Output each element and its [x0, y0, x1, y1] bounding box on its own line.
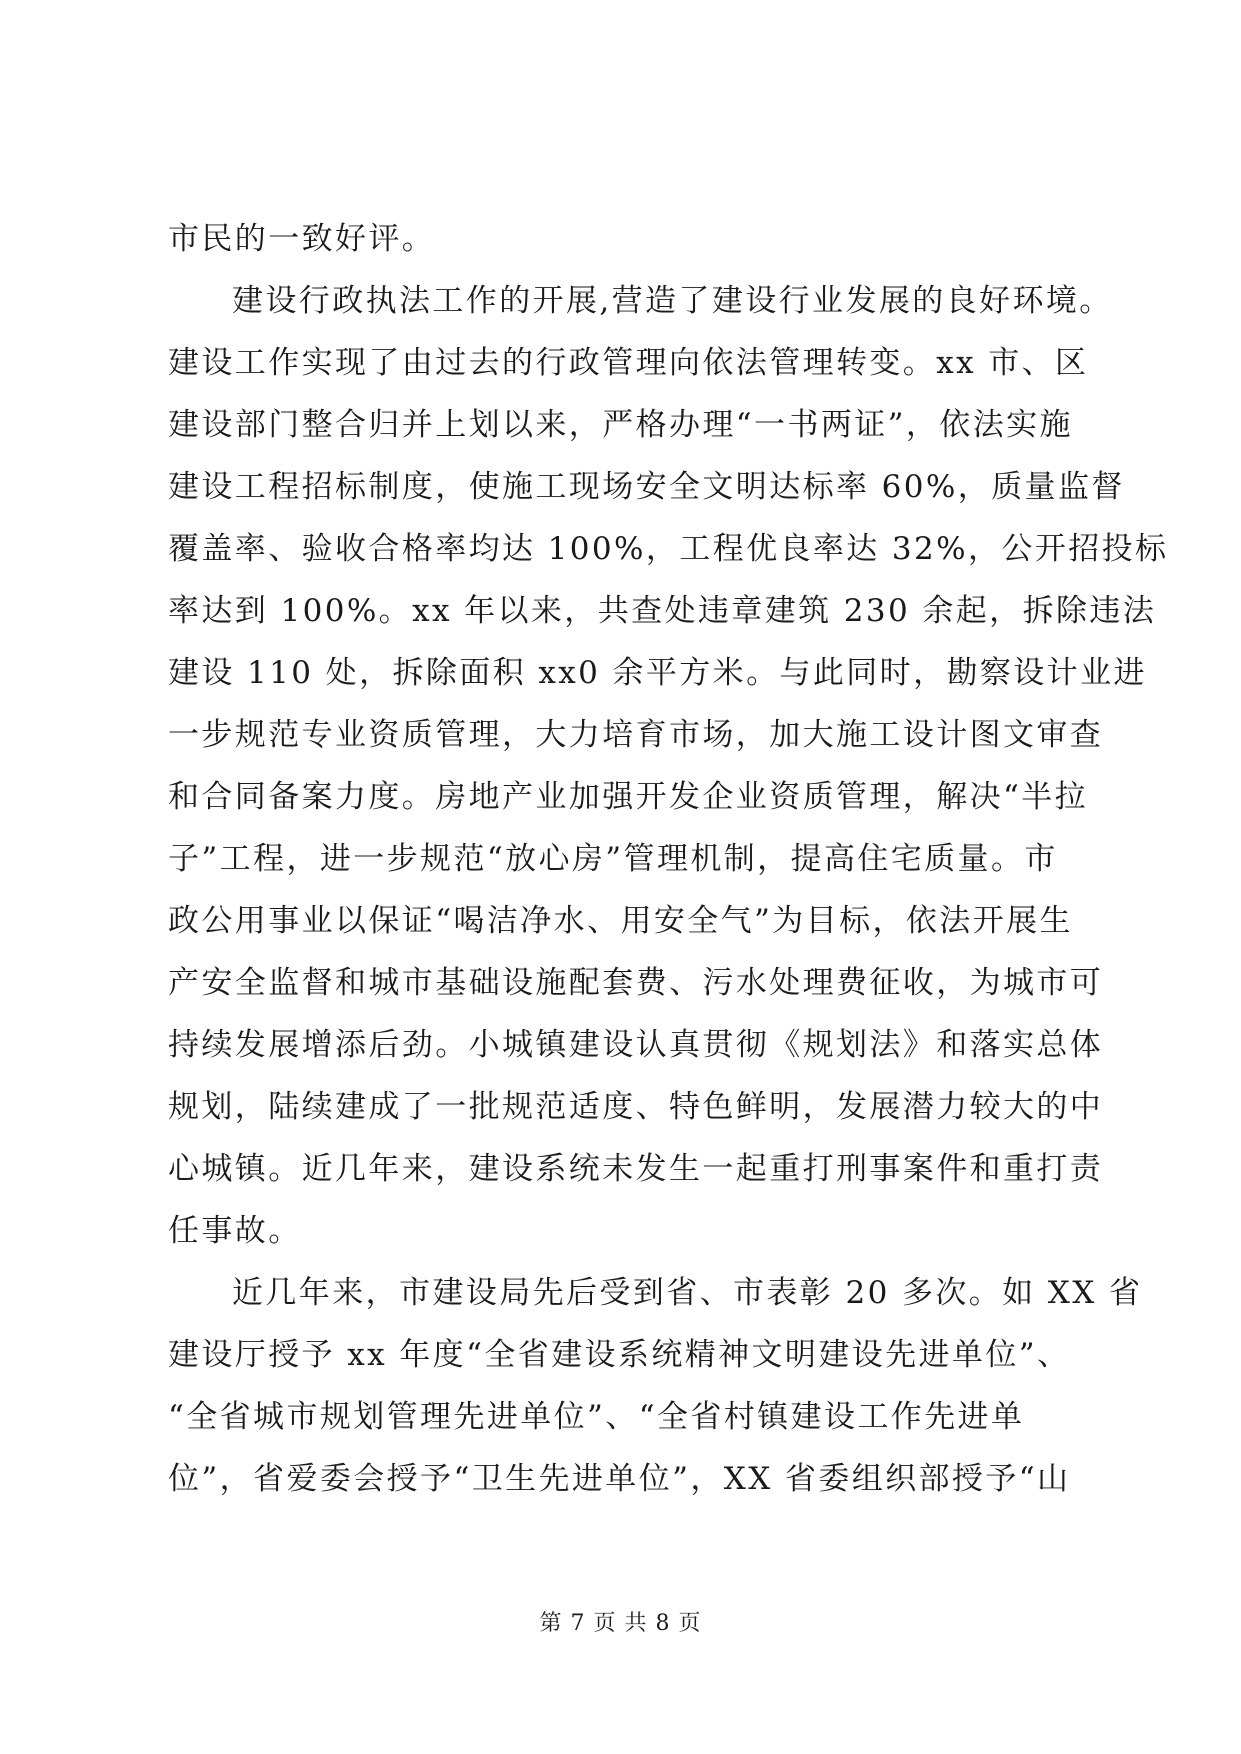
text-line: 建设厅授予 xx 年度“全省建设系统精神文明建设先进单位”、: [168, 1337, 1071, 1373]
text-line: 市民的一致好评。: [168, 221, 436, 257]
text-line: 建设工程招标制度，使施工现场安全文明达标率 60%，质量监督: [168, 469, 1125, 505]
text-line: 建设部门整合归并上划以来，严格办理“一书两证”，依法实施: [168, 407, 1073, 443]
text-line: 产安全监督和城市基础设施配套费、污水处理费征收，为城市可: [168, 965, 1104, 1001]
text-line: “全省城市规划管理先进单位”、“全省村镇建设工作先进单: [168, 1399, 1025, 1435]
text-line: 一步规范专业资质管理，大力培育市场，加大施工设计图文审查: [168, 717, 1104, 753]
page-number-footer: 第 7 页 共 8 页: [539, 1611, 702, 1636]
text-line: 心城镇。近几年来，建设系统未发生一起重打刑事案件和重打责: [168, 1151, 1104, 1187]
text-line: 子”工程，进一步规范“放心房”管理机制，提高住宅质量。市: [168, 841, 1058, 877]
text-line: 位”，省爱委会授予“卫生先进单位”，XX 省委组织部授予“山: [168, 1461, 1071, 1497]
text-line: 规划，陆续建成了一批规范适度、特色鲜明，发展潜力较大的中: [168, 1089, 1104, 1125]
text-line: 任事故。: [168, 1213, 302, 1249]
text-line: 政公用事业以保证“喝洁净水、用安全气”为目标，依法开展生: [168, 903, 1073, 939]
text-line: 率达到 100%。xx 年以来，共查处违章建筑 230 余起，拆除违法: [168, 593, 1157, 629]
paragraph-start-line: 建设行政执法工作的开展,营造了建设行业发展的良好环境。: [232, 283, 1113, 319]
paragraph-start-line: 近几年来，市建设局先后受到省、市表彰 20 多次。如 XX 省: [232, 1275, 1143, 1311]
document-body: [168, 208, 1169, 1510]
text-line: 持续发展增添后劲。小城镇建设认真贯彻《规划法》和落实总体: [168, 1027, 1104, 1063]
text-line: 覆盖率、验收合格率均达 100%，工程优良率达 32%，公开招投标: [168, 531, 1169, 567]
text-line: 建设 110 处，拆除面积 xx0 余平方米。与此同时，勘察设计业进: [168, 655, 1147, 691]
text-line: 建设工作实现了由过去的行政管理向依法管理转变。xx 市、区: [168, 345, 1089, 381]
text-line: 和合同备案力度。房地产业加强开发企业资质管理，解决“半拉: [168, 779, 1089, 815]
